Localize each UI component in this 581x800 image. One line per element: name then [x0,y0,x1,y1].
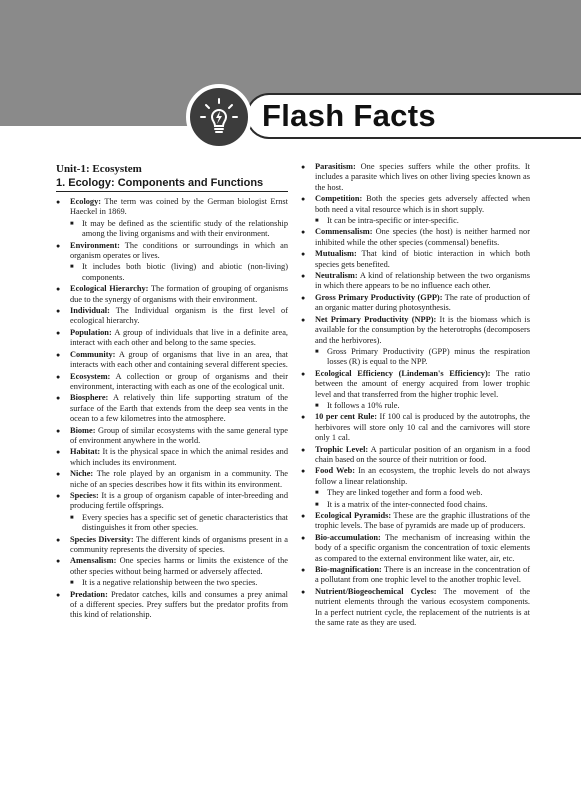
section-title: 1. Ecology: Components and Functions [56,176,288,192]
term-bullet [301,511,530,532]
term-definition: A group of individuals that live in a definite area, interact with each other and belong to the same species. [70,327,288,348]
term-label: Commensalism: [315,227,373,237]
flash-facts-banner [246,93,581,139]
term-label: Habitat: [70,447,101,457]
term-bullet [301,369,530,400]
term-label: Species Diversity: [70,534,134,544]
term-bullet [56,328,288,349]
sub-bullet: ■ It can be intra-specific or inter-specific. [301,216,530,226]
term-definition: The ratio between the amount of energy acquired from lower trophic level and that transferred from the higher trophic level. [315,368,530,399]
term-bullet [301,587,530,629]
term-bullet [301,162,530,193]
term-label: Food Web: [315,466,356,476]
term-bullet [56,426,288,447]
term-label: Trophic Level: [315,444,369,454]
term-label: Neutralism: [315,271,358,281]
term-definition: The movement of the nutrient elements through the various ecosystem components. In a perfect nutrient cycle, the replacement of the nutrients is at the same rate as they are used. [315,586,531,628]
term-bullet [56,306,288,327]
term-bullet [301,445,530,466]
term-definition: The different kinds of organisms present in a community represents the diversity of species. [70,534,288,554]
term-definition: It is the physical space in which the animal resides and which includes its environment. [70,447,288,467]
term-definition: It is a group of organism capable of inter-breeding and producing fertile offsprings. [70,490,288,511]
term-bullet [301,271,530,292]
term-label: Bio-magnification: [315,565,382,575]
term-label: Niche: [70,469,94,479]
sub-bullet: ■ They are linked together and form a food web. [301,488,530,498]
term-definition: One species harms or limits the existence of the other species without being harmed or adversely affected. [70,556,288,576]
term-bullet [301,194,530,215]
term-label: Mutualism: [315,249,357,259]
term-definition: In an ecosystem, the trophic levels do not always follow a linear relationship. [315,466,530,486]
term-label: Ecosystem: [70,371,111,381]
sub-bullet: ■ It follows a 10% rule. [301,401,530,411]
term-bullet [301,533,530,564]
term-definition: A kind of relationship between the two organisms in which there appears to be no influence each other. [315,271,530,291]
right-list [301,162,530,628]
left-column [56,162,288,622]
term-label: Amensalism: [70,556,117,566]
left-list [56,197,288,621]
term-definition: That kind of biotic interaction in which both species gets benefited. [315,249,530,269]
term-definition: A relatively thin life supporting stratum of the surface of the Earth that extends from the deep sea vents in the ocean to a few kilometres into the atmosphere. [70,393,288,424]
banner-title: Flash Facts [262,98,436,133]
term-label: Bio-accumulation: [315,532,381,542]
term-definition: The Individual organism is the first level of ecological hierarchy. [70,306,288,326]
term-bullet [301,565,530,586]
term-bullet [301,466,530,487]
term-label: Biome: [70,425,96,435]
right-column [301,162,530,629]
term-label: 10 per cent Rule: [315,412,378,422]
term-definition: Predator catches, kills and consumes a prey animal of a different species. Prey suffers but the predator profits from this kind of relationship. [70,589,288,620]
term-label: Species: [70,490,99,500]
sub-bullet: ■ It may be defined as the scientific study of the relationship among the living organisms and with their environment. [56,219,288,240]
term-bullet [56,241,288,262]
term-label: Gross Primary Productivity (GPP): [315,292,443,302]
term-label: Community: [70,349,116,359]
term-bullet [56,491,288,512]
term-definition: The term was coined by the German biologist Ernst Haeckel in 1869. [70,197,288,217]
term-bullet [56,284,288,305]
term-bullet [56,590,288,621]
sub-bullet: ■ It is a matrix of the inter-connected food chains. [301,500,530,510]
term-definition: These are the graphic illustrations of the trophic levels. The base of pyramids are made up of producers. [315,511,530,531]
term-label: Ecological Hierarchy: [70,284,149,294]
term-definition: If 100 cal is produced by the autotrophs, the herbivores will store only 10 cal and the carnivores will store only 1 cal. [315,412,530,443]
term-bullet [56,556,288,577]
term-definition: One species (the host) is neither harmed nor inhibited while the other species (commensal) benefits. [315,227,530,247]
sub-bullet: ■ Every species has a specific set of genetic characteristics that distinguishes it from other species. [56,513,288,534]
term-definition: A group of organisms that live in an area, that interacts with each other and containing several different species. [70,349,288,370]
term-definition: One species suffers while the other profits. It includes a parasite which lives on other living species known as the host. [315,162,530,192]
term-label: Nutrient/Biogeochemical Cycles: [315,586,437,596]
term-label: Environment: [70,240,120,250]
sub-bullet: ■ It is a negative relationship between the two species. [56,578,288,588]
term-definition: Group of similar ecosystems with the same general type of environment anywhere in the world. [70,425,288,445]
term-definition: The rate of production of an organic matter during photosynthesis. [315,292,530,313]
term-definition: There is an increase in the concentration of a pollutant from one trophic level to the another trophic level. [315,565,530,585]
term-label: Biosphere: [70,393,109,403]
term-bullet [56,350,288,371]
term-bullet [56,372,288,393]
term-bullet [56,469,288,490]
term-bullet [301,412,530,443]
sub-bullet: ■ Gross Primary Productivity (GPP) minus the respiration losses (R) is equal to the NPP. [301,347,530,368]
term-label: Predation: [70,589,108,599]
term-definition: A particular position of an organism in a food chain based on the source of their nutrition or food. [315,444,530,464]
term-definition: A collection or group of organisms and their environment, interacting with each as one of the ecological unit. [70,371,288,391]
term-label: Parasitism: [315,162,356,171]
term-label: Individual: [70,306,110,316]
term-bullet [56,393,288,424]
term-definition: The mechanism of increasing within the body of a specific organism the concentration of toxic elements as compared to the external environment like water, air, etc. [315,532,530,563]
term-label: Population: [70,327,112,337]
term-bullet [56,197,288,218]
term-label: Ecological Pyramids: [315,511,392,520]
term-bullet [56,447,288,468]
lightbulb-icon [186,84,252,150]
term-bullet [56,535,288,556]
term-definition: The role played by an organism in a community. The niche of an species describes how it fits within its environment. [70,469,288,489]
term-bullet [301,293,530,314]
term-definition: The conditions or surroundings in which an organism operates or lives. [70,240,288,261]
term-definition: The formation of grouping of organisms due to the synergy of organisms with their environment. [70,284,289,304]
term-definition: Both the species gets adversely affected when both need a vital resource which is in short supply. [315,194,530,214]
term-bullet [301,249,530,270]
term-label: Ecological Efficiency (Lindeman's Efficiency): [315,368,491,378]
sub-bullet: ■ It includes both biotic (living) and abiotic (non-living) components. [56,262,288,283]
term-bullet [301,227,530,248]
term-definition: It is the biomass which is available for the consumption by the heterotrophs (decomposers and the herbivores). [315,314,530,345]
term-bullet [301,315,530,346]
unit-title: Unit-1: Ecosystem [56,163,142,175]
term-label: Competition: [315,194,363,204]
term-label: Net Primary Productivity (NPP): [315,314,437,324]
term-label: Ecology: [70,197,102,206]
